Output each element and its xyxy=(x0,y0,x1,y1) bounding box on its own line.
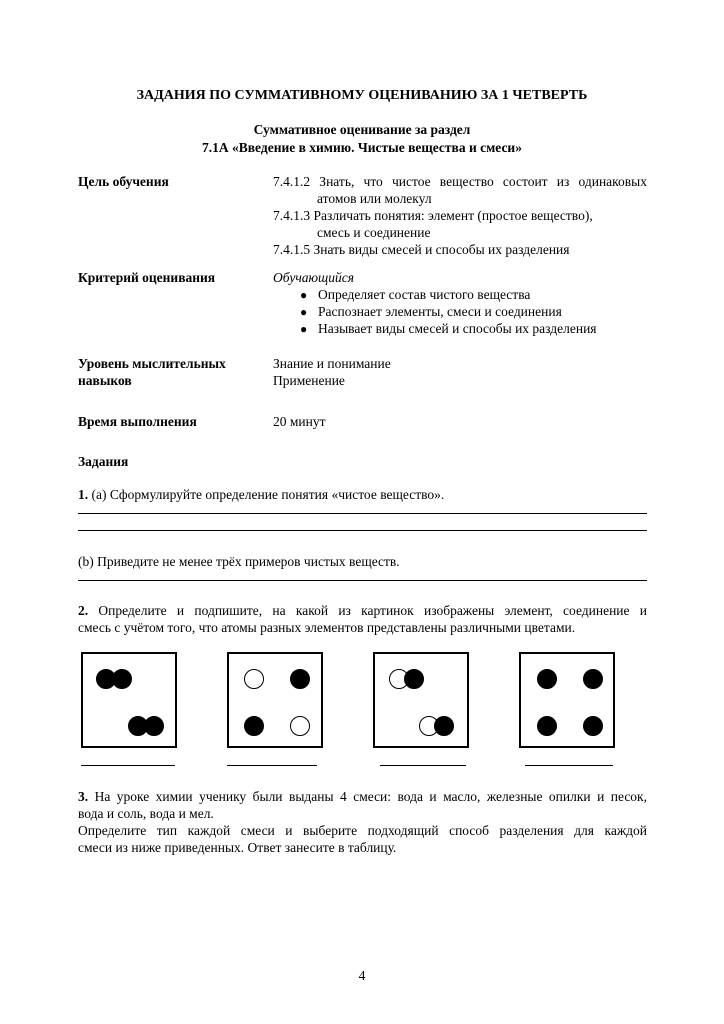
criteria-item: Называет виды смесей и способы их разделения xyxy=(318,321,597,336)
section-subtitle: Суммативное оценивание за раздел xyxy=(253,122,471,137)
section-topic: 7.1А «Введение в химию. Чистые вещества и смеси» xyxy=(202,140,522,155)
picture-3 xyxy=(373,652,469,748)
task-2-line-1: 2. Определите и подпишите, на какой из картинок изображены элемент, соединение и xyxy=(78,603,647,618)
task-3-line-2: вода и соль, вода и мел. xyxy=(78,806,214,821)
picture-2 xyxy=(227,652,323,748)
task-3-line-4: смеси из ниже приведенных. Ответ занесите в таблицу. xyxy=(78,840,397,855)
goal-2b: смесь и соединение xyxy=(317,225,431,240)
task-1b-text: (b) Приведите не менее трёх примеров чистых веществ. xyxy=(78,554,400,569)
time-value: 20 минут xyxy=(273,414,326,429)
bullet-icon: ● xyxy=(300,322,308,336)
atom-white xyxy=(290,716,310,736)
answer-line[interactable] xyxy=(78,530,647,531)
picture-3-label-line[interactable] xyxy=(380,765,466,766)
atom-black xyxy=(583,716,603,736)
goal-3: 7.4.1.5 Знать виды смесей и способы их разделения xyxy=(273,242,570,257)
picture-2-label-line[interactable] xyxy=(227,765,317,766)
bullet-icon: ● xyxy=(300,288,308,302)
atom-black xyxy=(583,669,603,689)
atom-white xyxy=(244,669,264,689)
atom-black xyxy=(434,716,454,736)
picture-1 xyxy=(81,652,177,748)
atom-black xyxy=(404,669,424,689)
picture-4 xyxy=(519,652,615,748)
task-1-number: 1. xyxy=(78,487,89,502)
goal-2a: 7.4.1.3 Различать понятия: элемент (простое вещество), xyxy=(273,208,593,223)
task-3-line-1: 3. На уроке химии ученику были выданы 4 смеси: вода и масло, железные опилки и песок, xyxy=(78,789,647,804)
task-2-number: 2. xyxy=(78,603,89,618)
picture-1-label-line[interactable] xyxy=(81,765,175,766)
atom-black xyxy=(112,669,132,689)
task-3-line-3: Определите тип каждой смеси и выберите подходящий способ разделения для каждой xyxy=(78,823,647,838)
criteria-label: Критерий оценивания xyxy=(78,270,216,285)
atom-black xyxy=(144,716,164,736)
goal-1b: атомов или молекул xyxy=(317,191,432,206)
picture-4-label-line[interactable] xyxy=(525,765,613,766)
atom-black xyxy=(244,716,264,736)
task-1a-text: (a) Сформулируйте определение понятия «чистое вещество». xyxy=(91,487,445,502)
criteria-intro: Обучающийся xyxy=(273,270,355,285)
page-title: ЗАДАНИЯ ПО СУММАТИВНОМУ ОЦЕНИВАНИЮ ЗА 1 ЧЕТВЕРТЬ xyxy=(136,88,588,103)
skills-value-2: Применение xyxy=(273,373,345,388)
atom-black xyxy=(290,669,310,689)
time-label: Время выполнения xyxy=(78,414,197,429)
atom-black xyxy=(537,716,557,736)
criteria-item: Определяет состав чистого вещества xyxy=(318,287,531,302)
criteria-item: Распознает элементы, смеси и соединения xyxy=(318,304,562,319)
page-number: 4 xyxy=(358,968,366,983)
goal-label: Цель обучения xyxy=(78,174,169,189)
goal-1a: 7.4.1.2 Знать, что чистое вещество состоит из одинаковых xyxy=(273,174,647,189)
skills-label-1: Уровень мыслительных xyxy=(78,356,226,371)
skills-value-1: Знание и понимание xyxy=(273,356,391,371)
task-1a xyxy=(78,487,444,503)
answer-line[interactable] xyxy=(78,513,647,514)
atom-black xyxy=(537,669,557,689)
answer-line[interactable] xyxy=(78,580,647,581)
skills-label-2: навыков xyxy=(78,373,132,388)
task-2-line-2: смесь с учётом того, что атомы разных элементов представлены различными цветами. xyxy=(78,620,576,635)
tasks-heading: Задания xyxy=(78,454,129,469)
bullet-icon: ● xyxy=(300,305,308,319)
task-3-number: 3. xyxy=(78,789,89,804)
